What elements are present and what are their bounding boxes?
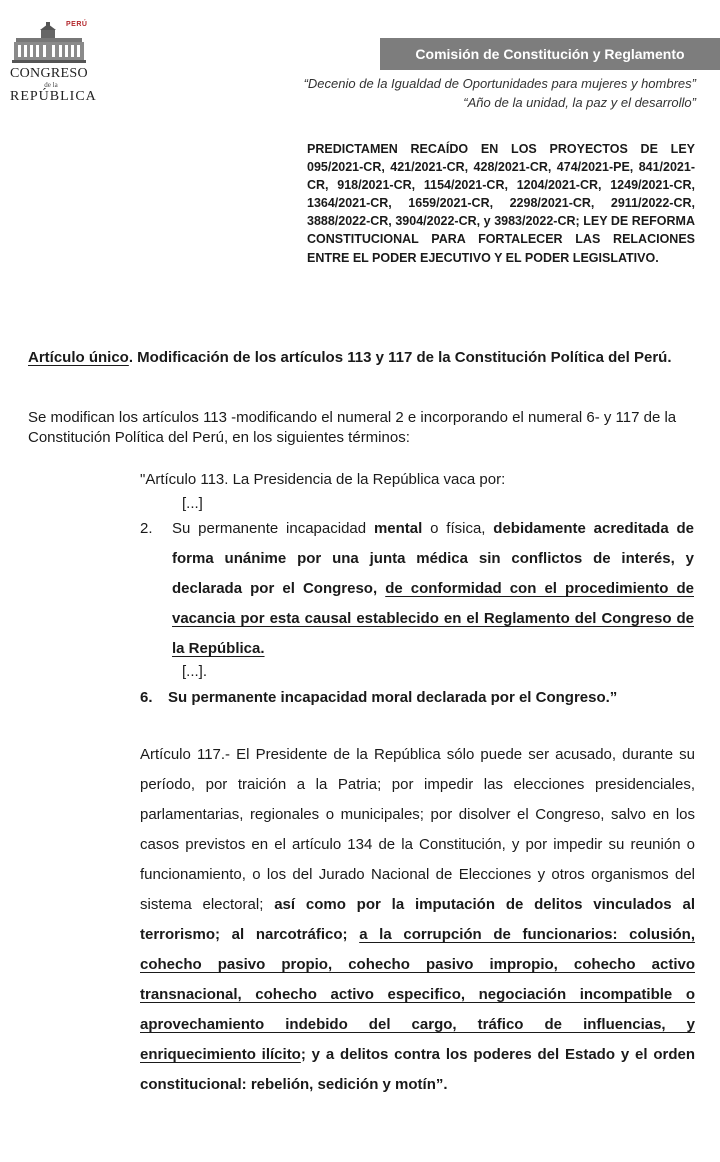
logo-line3: REPÚBLICA <box>10 89 97 104</box>
article-113-heading: "Artículo 113. La Presidencia de la República vaca por: <box>140 471 506 488</box>
ellipsis-2: [...]. <box>182 663 208 680</box>
item-6-text: Su permanente incapacidad moral declarada por el Congreso.” <box>168 689 618 706</box>
item-2-number: 2. <box>140 520 153 537</box>
item-2-underline: de conformidad con el procedimiento de vacancia por esta causal establecido en el Reglamento del Congreso de la República. <box>172 580 694 657</box>
item-6-number: 6. <box>140 689 153 706</box>
congress-logo <box>10 20 97 105</box>
item-2-part-1: Su permanente incapacidad <box>172 520 374 537</box>
commission-banner: Comisión de Constitución y Reglamento <box>380 38 720 70</box>
ellipsis-1: [...] <box>182 495 203 512</box>
item-2-bold-1: mental <box>373 520 423 537</box>
article-title-text: . Modificación de los artículos 113 y 117 de la Constitución Política del Perú. <box>128 349 672 366</box>
logo-line1: CONGRESO <box>10 66 88 81</box>
year-motto: “Año de la unidad, la paz y el desarrollo” <box>463 95 696 110</box>
article-117-text <box>140 740 695 1100</box>
art117-bold-2: ; y a delitos contra los poderes del Estado y el orden constitucional: rebelión, sedición y motín”. <box>140 1046 695 1093</box>
predictamen-title: PREDICTAMEN RECAÍDO EN LOS PROYECTOS DE LEY 095/2021-CR, 421/2021-CR, 428/2021-CR, 474/2021-PE, 841/2021-CR, 918/2021-CR, 1154/2021-CR, 1204/2021-CR, 1249/2021-CR, 1364/2021-CR, 1659/2021-CR, 2298/2021-CR, 2911/2022-CR, 3888/2022-CR, 3904/2022-CR, y 3983/2022-CR; LEY DE REFORMA CONSTITUCIONAL PARA FORTALECER LAS RELACIONES ENTRE EL PODER EJECUTIVO Y EL PODER LEGISLATIVO. <box>307 142 695 265</box>
item-2-text <box>172 514 694 664</box>
logo-line2: de la <box>44 81 58 89</box>
item-2-bold-2: debidamente acreditada de forma unánime por una junta médica sin conflictos de interés, y declarada por el Congreso, <box>172 520 695 597</box>
item-2-part-2: o física, <box>422 520 494 537</box>
art117-bold-1: así como por la imputación de delitos vinculados al terrorismo; al narcotráfico; <box>140 896 695 943</box>
art117-underline: a la corrupción de funcionarios: colusión, cohecho pasivo propio, cohecho pasivo impropio, cohecho activo transnacional, cohecho activo especifico, negociación incompatible o aprovechamiento indebido del cargo, tráfico de influencias, y enriquecimiento ilícito <box>140 926 696 1063</box>
article-heading <box>28 348 698 368</box>
decade-motto: “Decenio de la Igualdad de Oportunidades para mujeres y hombres” <box>303 76 696 91</box>
article-label: Artículo único <box>28 349 129 366</box>
logo-country: PERÚ <box>66 21 88 28</box>
article-intro: Se modifican los artículos 113 -modificando el numeral 2 e incorporando el numeral 6- y 117 de la Constitución Política del Perú, en los siguientes términos: <box>28 409 677 446</box>
art117-part-1: Artículo 117.- El Presidente de la República sólo puede ser acusado, durante su período, por traición a la Patria; por impedir las elecciones presidenciales, parlamentarias, regionales o municipales; por disolver el Congreso, salvo en los casos previstos en el artículo 134 de la Constitución, y por impedir su reunión o funcionamiento, o los del Jurado Nacional de Elecciones y otros organismos del sistema electoral; <box>140 746 695 913</box>
